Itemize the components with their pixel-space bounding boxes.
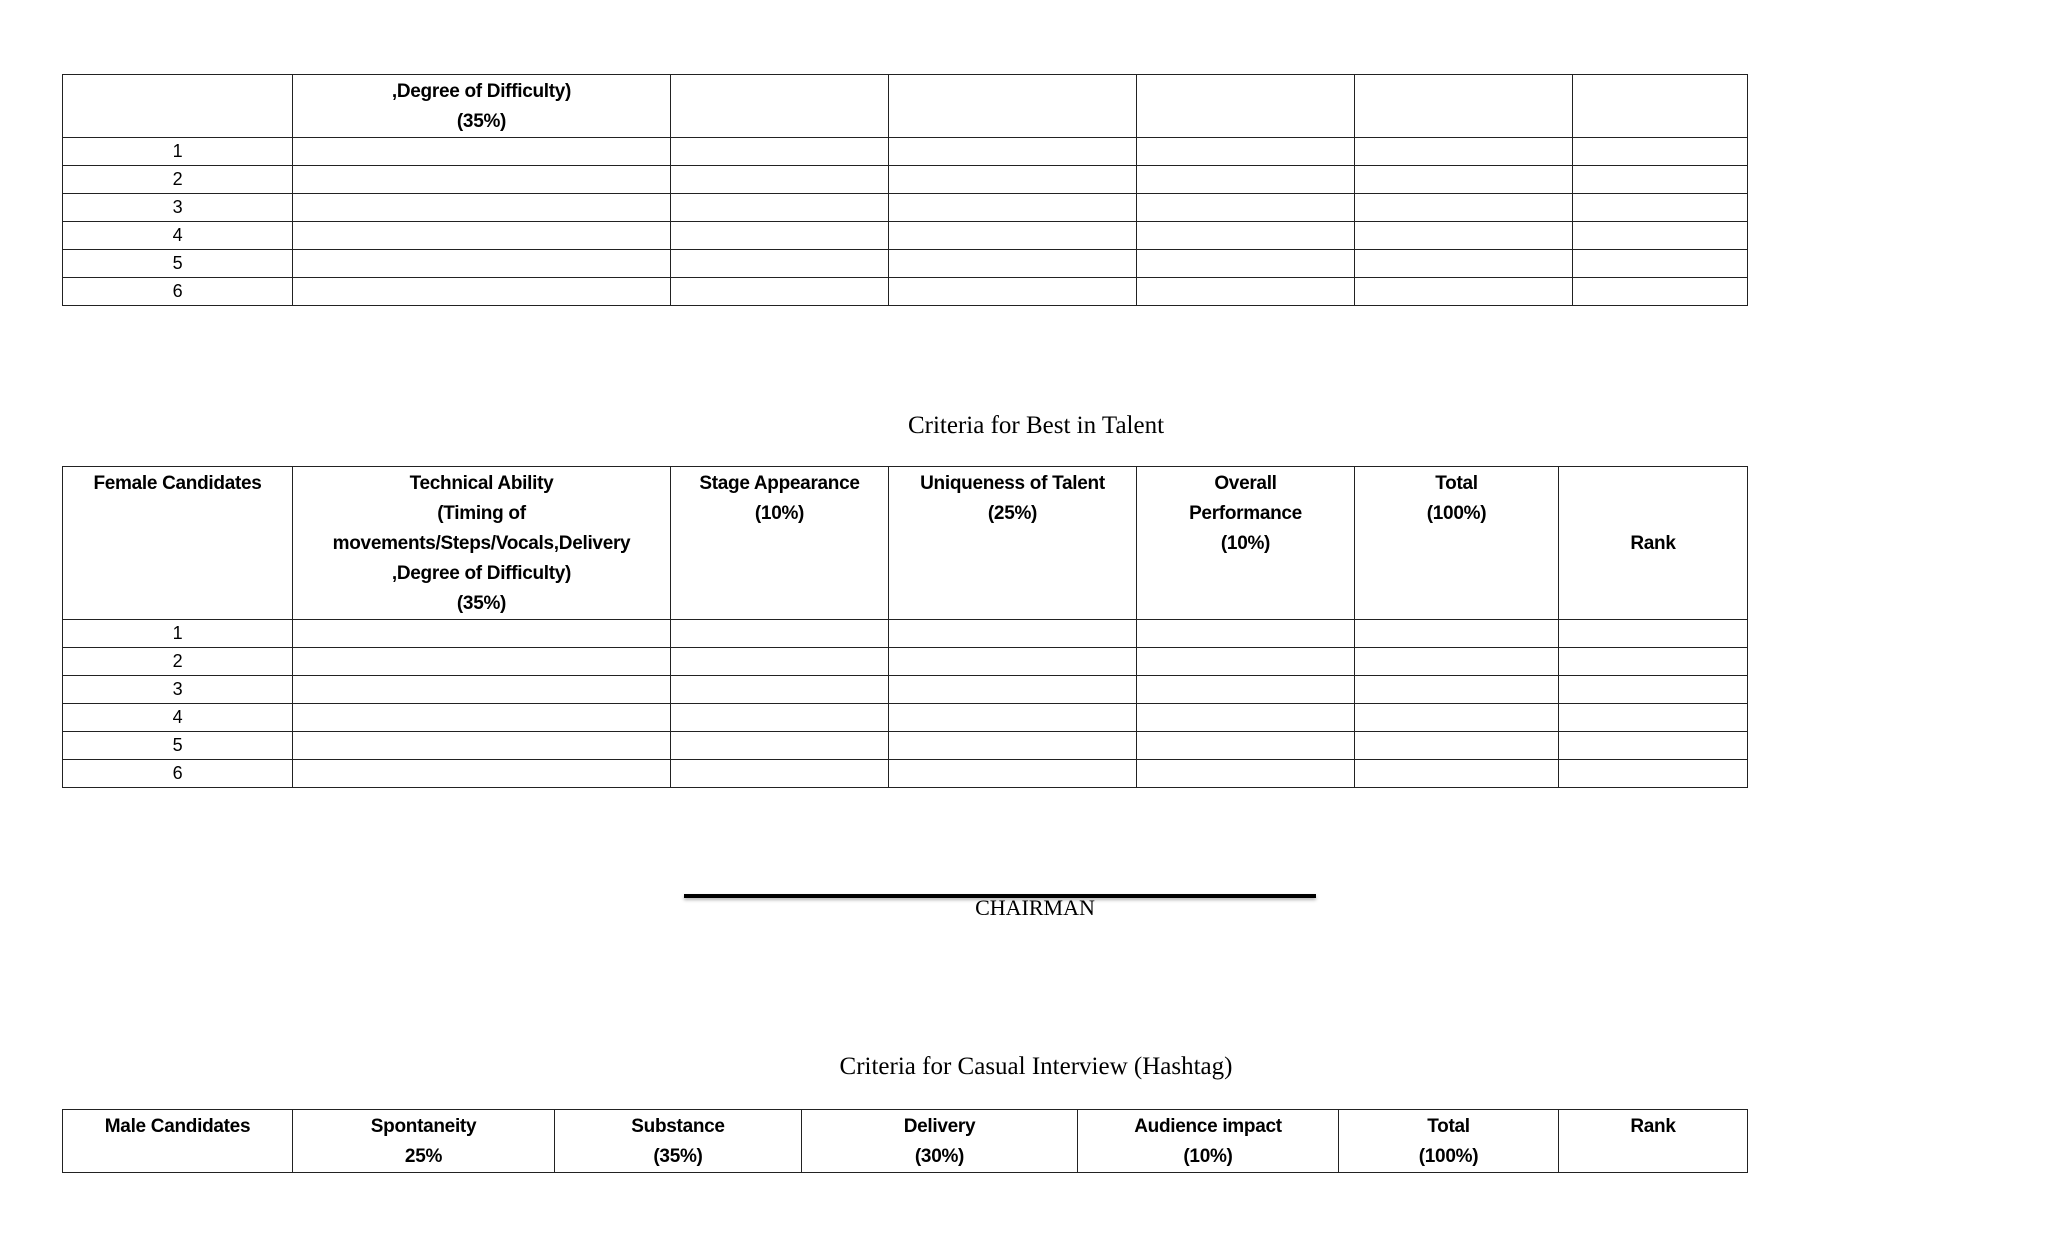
header-technical: Technical Ability (Timing of movements/Steps/Vocals,Delivery ,Degree of Difficulty) (35%) xyxy=(293,467,671,620)
candidate-number: 3 xyxy=(63,194,293,222)
candidate-number: 4 xyxy=(63,704,293,732)
score-cell[interactable] xyxy=(889,732,1137,760)
score-cell[interactable] xyxy=(293,648,671,676)
score-cell[interactable] xyxy=(671,704,889,732)
score-cell[interactable] xyxy=(293,676,671,704)
scoring-table-continued xyxy=(62,74,1748,306)
score-cell[interactable] xyxy=(671,676,889,704)
header-delivery: Delivery (30%) xyxy=(802,1110,1078,1173)
score-cell[interactable] xyxy=(671,250,889,278)
candidate-number: 2 xyxy=(63,648,293,676)
header-uniqueness: Uniqueness of Talent (25%) xyxy=(889,467,1137,620)
score-cell[interactable] xyxy=(1137,704,1355,732)
score-cell[interactable] xyxy=(1355,138,1573,166)
score-cell[interactable] xyxy=(1559,620,1748,648)
score-cell[interactable] xyxy=(671,194,889,222)
candidate-number: 5 xyxy=(63,732,293,760)
score-cell[interactable] xyxy=(1573,166,1748,194)
header-audience-impact: Audience impact (10%) xyxy=(1078,1110,1339,1173)
score-cell[interactable] xyxy=(671,760,889,788)
score-cell[interactable] xyxy=(889,704,1137,732)
score-cell[interactable] xyxy=(1137,166,1355,194)
score-cell[interactable] xyxy=(293,760,671,788)
candidate-number: 6 xyxy=(63,278,293,306)
header-cell xyxy=(1573,75,1748,138)
talent-criteria-title: Criteria for Best in Talent xyxy=(907,412,1165,439)
score-cell[interactable] xyxy=(1355,760,1559,788)
table-row xyxy=(63,250,1748,278)
header-technical-continued: ,Degree of Difficulty) (35%) xyxy=(293,75,671,138)
header-overall: Overall Performance (10%) xyxy=(1137,467,1355,620)
score-cell[interactable] xyxy=(1559,732,1748,760)
score-cell[interactable] xyxy=(1137,620,1355,648)
score-cell[interactable] xyxy=(889,648,1137,676)
score-cell[interactable] xyxy=(293,732,671,760)
score-cell[interactable] xyxy=(1559,676,1748,704)
score-cell[interactable] xyxy=(1573,278,1748,306)
score-cell[interactable] xyxy=(1355,250,1573,278)
header-candidates: Male Candidates xyxy=(63,1110,293,1173)
header-cell xyxy=(1355,75,1573,138)
header-candidates: Female Candidates xyxy=(63,467,293,620)
score-cell[interactable] xyxy=(671,166,889,194)
score-cell[interactable] xyxy=(1137,732,1355,760)
score-cell[interactable] xyxy=(1137,222,1355,250)
interview-criteria-title: Criteria for Casual Interview (Hashtag) xyxy=(839,1053,1233,1080)
table-row xyxy=(63,278,1748,306)
score-cell[interactable] xyxy=(671,732,889,760)
score-cell[interactable] xyxy=(293,278,671,306)
header-stage: Stage Appearance (10%) xyxy=(671,467,889,620)
score-cell[interactable] xyxy=(1355,732,1559,760)
table-row xyxy=(63,166,1748,194)
score-cell[interactable] xyxy=(1573,194,1748,222)
candidate-number: 4 xyxy=(63,222,293,250)
table-row xyxy=(63,138,1748,166)
score-cell[interactable] xyxy=(1355,620,1559,648)
candidate-number: 6 xyxy=(63,760,293,788)
score-cell[interactable] xyxy=(1355,166,1573,194)
score-cell[interactable] xyxy=(889,222,1137,250)
score-cell[interactable] xyxy=(1137,676,1355,704)
header-rank: Rank xyxy=(1559,1110,1748,1173)
score-cell[interactable] xyxy=(889,166,1137,194)
score-cell[interactable] xyxy=(671,278,889,306)
score-cell[interactable] xyxy=(1559,648,1748,676)
talent-scoring-table xyxy=(62,466,1748,788)
table-row xyxy=(63,760,1748,788)
header-total: Total (100%) xyxy=(1355,467,1559,620)
candidate-number: 5 xyxy=(63,250,293,278)
chairman-label: CHAIRMAN xyxy=(975,895,1095,920)
table-row xyxy=(63,704,1748,732)
score-cell[interactable] xyxy=(293,250,671,278)
table-row xyxy=(63,194,1748,222)
score-cell[interactable] xyxy=(671,648,889,676)
candidate-number: 3 xyxy=(63,676,293,704)
score-cell[interactable] xyxy=(1137,250,1355,278)
score-cell[interactable] xyxy=(889,250,1137,278)
table-header-row xyxy=(63,1110,1748,1173)
score-cell[interactable] xyxy=(1559,704,1748,732)
score-cell[interactable] xyxy=(1137,138,1355,166)
score-cell[interactable] xyxy=(293,620,671,648)
score-cell[interactable] xyxy=(1137,194,1355,222)
table-header-row xyxy=(63,75,1748,138)
score-cell[interactable] xyxy=(1137,760,1355,788)
score-cell[interactable] xyxy=(1573,222,1748,250)
score-cell[interactable] xyxy=(293,704,671,732)
header-cell xyxy=(63,75,293,138)
score-cell[interactable] xyxy=(1559,760,1748,788)
score-cell[interactable] xyxy=(1355,278,1573,306)
score-cell[interactable] xyxy=(1355,676,1559,704)
score-cell[interactable] xyxy=(293,166,671,194)
header-spontaneity: Spontaneity 25% xyxy=(293,1110,555,1173)
table-row xyxy=(63,620,1748,648)
header-cell xyxy=(1137,75,1355,138)
score-cell[interactable] xyxy=(889,676,1137,704)
score-cell[interactable] xyxy=(1573,250,1748,278)
score-cell[interactable] xyxy=(1355,222,1573,250)
header-substance: Substance (35%) xyxy=(555,1110,802,1173)
score-cell[interactable] xyxy=(1137,278,1355,306)
score-cell[interactable] xyxy=(671,620,889,648)
table-row xyxy=(63,732,1748,760)
score-cell[interactable] xyxy=(889,194,1137,222)
score-cell[interactable] xyxy=(889,620,1137,648)
table-row xyxy=(63,222,1748,250)
header-rank: Rank xyxy=(1559,467,1748,620)
score-cell[interactable] xyxy=(889,278,1137,306)
score-cell[interactable] xyxy=(293,194,671,222)
candidate-number: 1 xyxy=(63,138,293,166)
score-cell[interactable] xyxy=(1137,648,1355,676)
header-cell xyxy=(671,75,889,138)
table-row xyxy=(63,676,1748,704)
score-cell[interactable] xyxy=(1573,138,1748,166)
score-cell[interactable] xyxy=(293,138,671,166)
score-cell[interactable] xyxy=(1355,194,1573,222)
candidate-number: 2 xyxy=(63,166,293,194)
score-cell[interactable] xyxy=(1355,704,1559,732)
score-cell[interactable] xyxy=(671,222,889,250)
table-row xyxy=(63,648,1748,676)
score-cell[interactable] xyxy=(1355,648,1559,676)
score-cell[interactable] xyxy=(293,222,671,250)
table-header-row xyxy=(63,467,1748,620)
score-cell[interactable] xyxy=(889,138,1137,166)
header-cell xyxy=(889,75,1137,138)
interview-scoring-table xyxy=(62,1109,1748,1173)
score-cell[interactable] xyxy=(889,760,1137,788)
candidate-number: 1 xyxy=(63,620,293,648)
header-total: Total (100%) xyxy=(1339,1110,1559,1173)
score-cell[interactable] xyxy=(671,138,889,166)
